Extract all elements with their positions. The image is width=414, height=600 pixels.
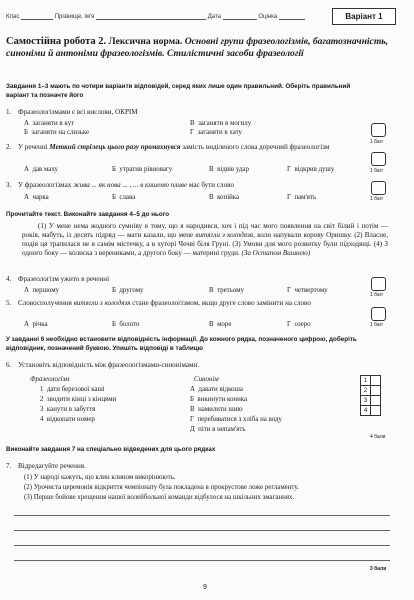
q3-option-b[interactable]: Б слава <box>112 194 136 201</box>
instruction-3: У завданні 6 необхідно встановити відповідність інформації. До кожного рядка, позначеного цифрою, доберіть відповідник, позначений буквою. Упишіть відповіді в таблицю <box>6 336 357 352</box>
answer-line-2[interactable] <box>14 530 390 531</box>
q6-right-item-e: Д піти в непам'ять <box>190 426 246 433</box>
q4-option-a[interactable]: А першому <box>24 287 60 294</box>
q4-option-b[interactable]: Б другому <box>112 287 144 294</box>
q3-option-a[interactable]: А чарка <box>24 194 49 201</box>
q6-right-item-a: А давати відкоша <box>190 386 243 393</box>
name-label: Прізвище, ім'я <box>54 14 95 20</box>
grade-field[interactable] <box>279 12 305 20</box>
q7-sentences <box>24 473 394 503</box>
q6-right-list <box>190 385 282 435</box>
q7-points: 3 бали <box>370 566 387 572</box>
answer-line-1[interactable] <box>14 515 390 516</box>
q6-right-item-d: Г перебиватися з хліба на воду <box>190 416 282 423</box>
instruction-2: Прочитайте текст. Виконайте завдання 4–5 до нього <box>6 211 170 218</box>
page-number: 9 <box>203 584 207 591</box>
q6-left-item-4: 4 відкопати номер <box>40 416 95 423</box>
q6-answer-cell-2[interactable] <box>371 386 381 396</box>
q6-answer-cell-4[interactable] <box>371 406 381 416</box>
page-title: Самостійна робота 2. Лексична норма. Основні групи фразеологізмів, багатозначність, синоніми й антоніми фразеологізмів. Стилістичні засоби фразеології <box>6 36 389 59</box>
q4-answer-box[interactable] <box>371 277 386 291</box>
q6-answer-grid: 1 2 3 4 <box>360 375 381 416</box>
worksheet-page: Клас Прізвище, ім'я Дата Оцінка Варіант 1 Самостійна робота 2. Лексична норма. Основні групи фразеологізмів, багатозначність, синоніми й антоніми фразеологізмів. Стилістичні засоби фразеології Завдання 1–3 мають по чотири варіанти відповідей, серед яких лише один правильний. Оберіть правильний варіант та позначте його 1. Фразеологізмами є всі вислови, ОКРІМ А заганяти в кут Б заганяти на слизьке В заганяти в могилу Г заганяти в хату 1 бал 2. У реченні Меткий стрілець цього разу промахнувся замість виділеного слова доречний фразеологізм А дав маху Б утратив рівновагу В відвів удар Г відкрив душу 1 бал 3. У фразеологізмах жива ... як нова ... , ... в кишеню пливе має бути слово А чарка Б слава В копійка Г пам'ять 1 бал Прочитайте текст. Виконайте завдання 4–5 до нього (1) У мене нема жодного сумніву в тому, що я народився, хоч і під час мого появлення на світ білий і потім — років, мабуть, із десять підряд — мати казали, що мене витягли з колодязя, коли напували корову Оришку. (2) Власне, подія ця трапилася не в самім містечку, а в хуторі Чечві біля Груні. (3) Умови для мого розвитку були підходящі. (4) З одного боку — колиска з верениками, а другого боку — материні груди. (За Остапом Вишнею) 4. Фразеологізм ужито в реченні А першому Б другому В третьому Г четвертому 1 бал 5. Словосполучення витягли з колодязя стане фразеологізмом, якщо друге слово замінити на слово А річка Б болото В море Г озеро 1 бал У завданні 6 необхідно встановити відповідність інформації. До кожного рядка, позначеного цифрою, доберіть відповідник, позначений буквою. Упишіть відповіді в таблицю 6. Установіть відповідність між фразеологізмами-синонімами. Фразеологізм Синонім 1 дати березової каші 2 зводити кінці з кінцями 3 канути в забуття 4 відкопати номер А давати відкоша Б викинути коника В намилити шию Г перебиватися з хліба на воду Д піти в непам'ять 1 2 3 4 4 бали Виконайте завдання 7 на спеціально відведених для цього рядках 7. Відредагуйте речення. (1) У народі кажуть, що клин клином викорінюють. (2) Урочиста церемонія відкриття чемпіонату була покладена в прокрустове ложе регламенту. (3) Перше бойове хрещення нашої волейбольної команди відбулося на шкільних змаганнях. 3 бали 9 <box>0 0 414 600</box>
q6-right-item-c: В намилити шию <box>190 406 243 413</box>
variant-badge: Варіант 1 <box>332 8 396 25</box>
q2-option-b[interactable]: Б утратив рівновагу <box>112 166 173 173</box>
q3-option-c[interactable]: В копійка <box>209 194 240 201</box>
q3-points: 1 бал <box>370 196 383 202</box>
q1-option-b[interactable]: Б заганяти на слизьке <box>24 129 90 136</box>
name-field[interactable] <box>96 12 206 20</box>
q4-option-d[interactable]: Г четвертому <box>287 287 328 294</box>
instruction-4: Виконайте завдання 7 на спеціально відведених для цього рядках <box>6 446 216 453</box>
q2-answer-box[interactable] <box>371 152 386 166</box>
instruction-1: Завдання 1–3 мають по чотири варіанти відповідей, серед яких лише один правильний. Оберіть правильний варіант та позначте його <box>6 83 351 99</box>
q1-option-a[interactable]: А заганяти в кут <box>24 120 75 127</box>
q1-answer-box[interactable] <box>371 123 386 137</box>
q2-points: 1 бал <box>370 168 383 174</box>
q2-option-a[interactable]: А дав маху <box>24 166 58 173</box>
q7-sentence-1: (1) У народі кажуть, що клин клином викорінюють. <box>24 474 176 481</box>
q6-left-list <box>40 385 116 425</box>
q6-answer-cell-1[interactable] <box>371 376 381 386</box>
q5-option-d[interactable]: Г озеро <box>287 321 311 328</box>
q6-right-item-b: Б викинути коника <box>190 396 248 403</box>
q6-left-item-2: 2 зводити кінці з кінцями <box>40 396 117 403</box>
q5-points: 1 бал <box>370 322 383 328</box>
q1-option-c[interactable]: В заганяти в могилу <box>190 120 252 127</box>
q1-option-d[interactable]: Г заганяти в хату <box>190 129 242 136</box>
q1-points: 1 бал <box>370 139 383 145</box>
q3-option-d[interactable]: Г пам'ять <box>287 194 317 201</box>
reading-passage: (1) У мене нема жодного сумніву в тому, що я народився, хоч і під час мого появлення на світ білий і потім — років, мабуть, із десять підряд — мати казали, що мене витягли з колодязя, коли напували корову Оришку. (2) Власне, подія ця трапилася не в самім містечку, а в хуторі Чечві біля Груні. (3) Умови для мого розвитку були підходящі. (4) З одного боку — колиска з верениками, а другого боку — материні груди. (За Остапом Вишнею) <box>22 222 388 257</box>
class-field[interactable] <box>21 12 53 20</box>
q7-sentence-3: (3) Перше бойове хрещення нашої волейбольної команди відбулося на шкільних змаганнях. <box>24 494 295 501</box>
q2-option-c[interactable]: В відвів удар <box>209 166 249 173</box>
q5-option-b[interactable]: Б болото <box>112 321 140 328</box>
date-field[interactable] <box>223 12 257 20</box>
answer-line-4[interactable] <box>14 560 390 561</box>
class-label: Клас <box>6 14 20 20</box>
q6-points: 4 бали <box>370 434 386 440</box>
q6-left-item-3: 3 канути в забуття <box>40 406 96 413</box>
q5-option-c[interactable]: В море <box>209 321 232 328</box>
q2-option-d[interactable]: Г відкрив душу <box>287 166 335 173</box>
q5-answer-box[interactable] <box>371 307 386 321</box>
grade-label: Оцінка <box>258 14 278 20</box>
header-fields <box>6 12 305 20</box>
q4-points: 1 бал <box>370 292 383 298</box>
q6-answer-cell-3[interactable] <box>371 396 381 406</box>
q6-left-heading: Фразеологізм <box>30 376 70 383</box>
q7-sentence-2: (2) Урочиста церемонія відкриття чемпіонату була покладена в прокрустове ложе регламенту. <box>24 484 299 491</box>
q5-option-a[interactable]: А річка <box>24 321 48 328</box>
q6-right-heading: Синонім <box>194 376 219 383</box>
q6-left-item-1: 1 дати березової каші <box>40 386 105 393</box>
q4-option-c[interactable]: В третьому <box>209 287 244 294</box>
date-label: Дата <box>207 14 221 20</box>
answer-line-3[interactable] <box>14 545 390 546</box>
q3-answer-box[interactable] <box>371 181 386 195</box>
